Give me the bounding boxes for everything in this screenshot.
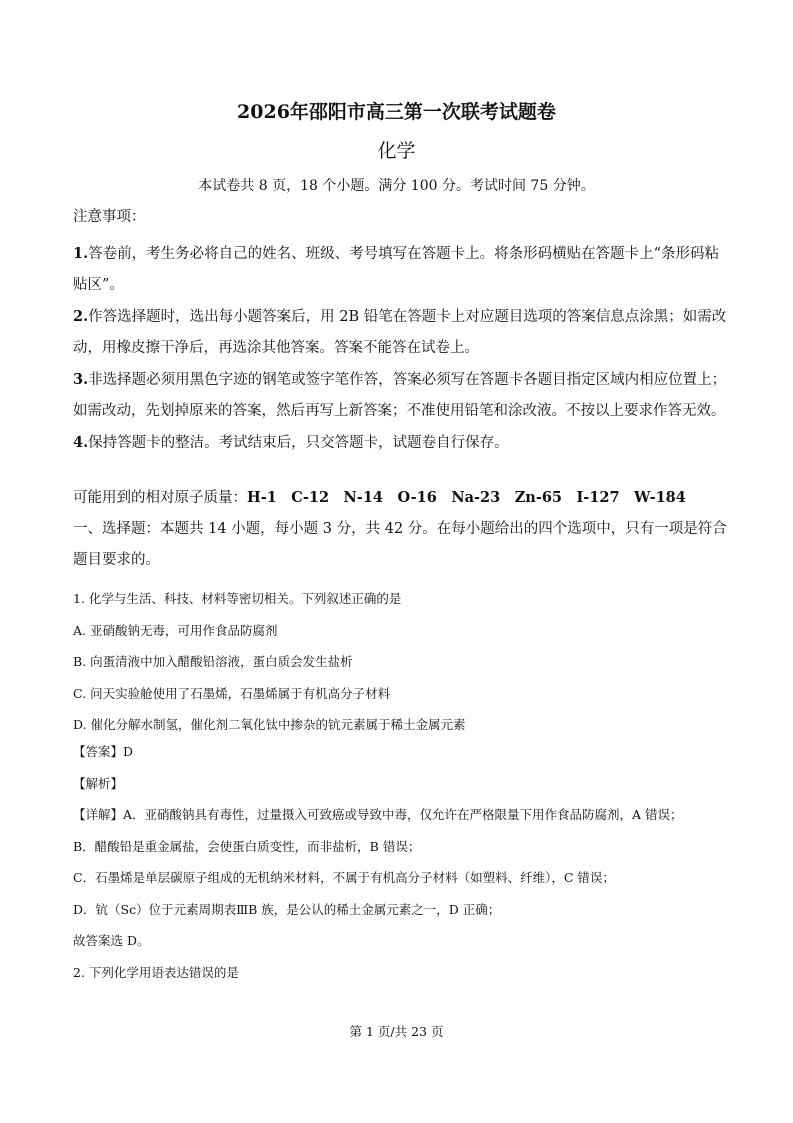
section-heading: 一、选择题：本题共 14 小题，每小题 3 分，共 42 分。在每小题给出的四个选项中，只有一项是符合题目要求的。 bbox=[73, 521, 727, 568]
exam-title: 2026年邵阳市高三第一次联考试题卷 bbox=[237, 101, 556, 123]
question-1 bbox=[73, 583, 733, 741]
exam-info: 本试卷共 8 页，18 个小题。满分 100 分。考试时间 75 分钟。 bbox=[198, 178, 595, 194]
atomic-masses bbox=[73, 486, 686, 510]
note-item bbox=[73, 301, 733, 364]
note-text: 作答选择题时，选出每小题答案后，用 2B 铅笔在答题卡上对应题目选项的答案信息点涂黑；如需改动，用橡皮擦干净后，再选涂其他答案。答案不能答在试卷上。 bbox=[73, 309, 727, 356]
note-text: 非选择题必须用黑色字迹的钢笔或签字笔作答，答案必须写在答题卡各题目指定区域内相应位置上；如需改动，先划掉原来的答案，然后再写上新答案；不准使用铅笔和涂改液。不按以上要求作答无效。 bbox=[73, 372, 727, 419]
option-a: A. 亚硝酸钠无毒，可用作食品防腐剂 bbox=[73, 622, 278, 638]
note-item bbox=[73, 427, 733, 459]
option-b: B. 向蛋清液中加入醋酸铅溶液，蛋白质会发生盐析 bbox=[73, 654, 353, 669]
option-d: D. 催化分解水制氢，催化剂二氧化钛中掺杂的钪元素属于稀土金属元素 bbox=[73, 717, 466, 732]
atomic-masses-values: H-1 C-12 N-14 O-16 Na-23 Zn-65 I-127 W-184 bbox=[247, 489, 686, 506]
detail-a: 【详解】A．亚硝酸钠具有毒性，过量摄入可致癌或导致中毒，仅允许在严格限量下用作食品防腐剂，A 错误； bbox=[73, 807, 683, 822]
option-c: C. 问天实验舱使用了石墨烯，石墨烯属于有机高分子材料 bbox=[73, 685, 391, 701]
exam-subject: 化学 bbox=[377, 140, 416, 162]
answer-line: 【答案】D bbox=[73, 744, 134, 759]
page-footer: 第 1 页/共 23 页 bbox=[349, 1024, 444, 1039]
question-2-stem: 2. 下列化学用语表达错误的是 bbox=[73, 964, 239, 980]
note-number: 1. bbox=[73, 245, 89, 262]
question-1-solution bbox=[73, 736, 733, 988]
note-text: 保持答题卡的整洁。考试结束后，只交答题卡，试题卷自行保存。 bbox=[88, 435, 509, 451]
notes-heading: 注意事项： bbox=[73, 209, 146, 225]
analysis-label: 【解析】 bbox=[73, 775, 124, 791]
detail-c: C．石墨烯是单层碳原子组成的无机纳米材料，不属于有机高分子材料（如塑料、纤维），C 错误； bbox=[73, 870, 615, 885]
detail-d: D．钪（Sc）位于元素周期表ⅢB 族，是公认的稀土金属元素之一，D 正确； bbox=[73, 901, 501, 917]
question-stem: 1. 化学与生活、科技、材料等密切相关。下列叙述正确的是 bbox=[73, 591, 402, 606]
note-item bbox=[73, 364, 733, 427]
note-item bbox=[73, 238, 733, 301]
detail-b: B．醋酸铅是重金属盐，会使蛋白质变性，而非盐析，B 错误； bbox=[73, 838, 421, 854]
note-number: 4. bbox=[73, 434, 89, 451]
note-number: 3. bbox=[73, 371, 89, 388]
note-text: 答卷前，考生务必将自己的姓名、班级、考号填写在答题卡上。将条形码横贴在答题卡上“条形码粘贴区”。 bbox=[73, 246, 720, 293]
detail-conclusion: 故答案选 D。 bbox=[73, 933, 150, 948]
note-number: 2. bbox=[73, 308, 89, 325]
notes-list bbox=[73, 238, 733, 459]
atomic-masses-label: 可能用到的相对原子质量： bbox=[73, 490, 247, 506]
